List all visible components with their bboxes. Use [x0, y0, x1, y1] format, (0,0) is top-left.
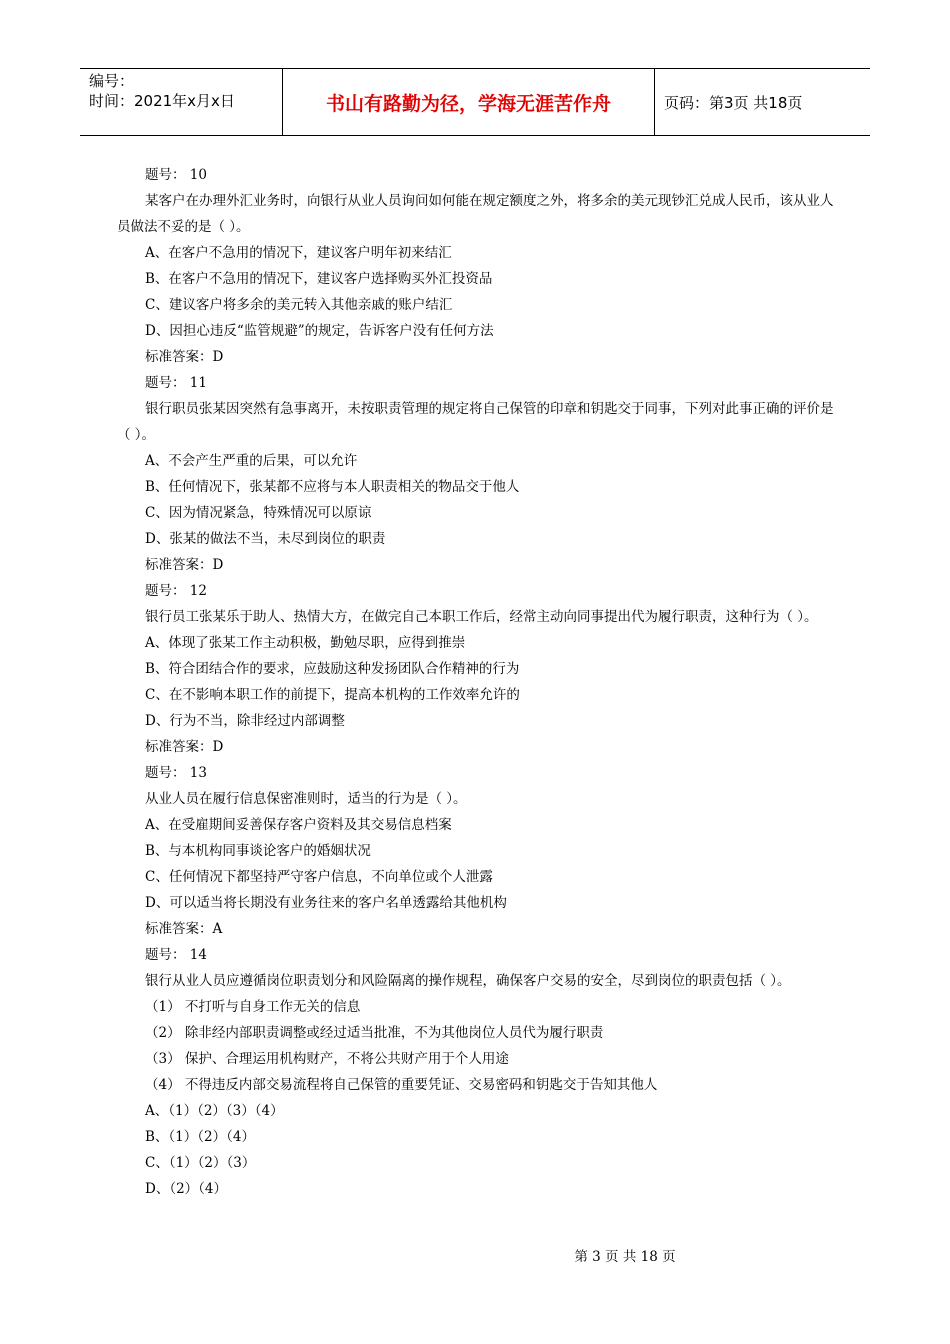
question-number: 题号： 14	[145, 947, 207, 963]
option: A、（1）（2）（3）（4）	[145, 1103, 284, 1119]
question-stem: 某客户在办理外汇业务时，向银行从业人员询问如何能在规定额度之外，将多余的美元现钞汇兑成人民币，该从业人员做法不妥的是（ ）。	[117, 193, 834, 235]
question-number: 题号： 10	[145, 167, 207, 183]
option: A、在客户不急用的情况下，建议客户明年初来结汇	[145, 245, 452, 261]
answer: 标准答案：D	[145, 557, 224, 573]
question-stem: 银行员工张某乐于助人、热情大方，在做完自己本职工作后，经常主动向同事提出代为履行职责，这种行为（ ）。	[145, 609, 818, 625]
option: D、行为不当，除非经过内部调整	[145, 713, 345, 729]
question-stem: 银行从业人员应遵循岗位职责划分和风险隔离的操作规程，确保客户交易的安全，尽到岗位的职责包括（ ）。	[145, 973, 791, 989]
statement: （4） 不得违反内部交易流程将自己保管的重要凭证、交易密码和钥匙交于告知其他人	[145, 1077, 658, 1093]
statement: （3） 保护、合理运用机构财产，不将公共财产用于个人用途	[145, 1051, 509, 1067]
page-footer: 第 3 页 共 18 页	[574, 1249, 676, 1265]
code-label: 编号：	[89, 72, 135, 90]
header-page-info: 页码：第3页 共18页	[664, 93, 803, 112]
question-stem: 从业人员在履行信息保密准则时，适当的行为是（ ）。	[145, 791, 467, 807]
option: D、（2）（4）	[145, 1181, 228, 1197]
statement: （2） 除非经内部职责调整或经过适当批准，不为其他岗位人员代为履行职责	[145, 1025, 604, 1041]
option: D、因担心违反“监管规避”的规定，告诉客户没有任何方法	[145, 323, 494, 339]
option: A、在受雇期间妥善保存客户资料及其交易信息档案	[145, 817, 452, 833]
option: A、不会产生严重的后果，可以允许	[145, 453, 358, 469]
option: D、张某的做法不当，未尽到岗位的职责	[145, 531, 386, 547]
answer: 标准答案：D	[145, 349, 224, 365]
question-number: 题号： 11	[145, 375, 207, 391]
header-meta	[80, 69, 282, 135]
page-header	[80, 68, 870, 136]
option: D、可以适当将长期没有业务往来的客户名单透露给其他机构	[145, 895, 507, 911]
answer: 标准答案：D	[145, 739, 224, 755]
question-number: 题号： 12	[145, 583, 207, 599]
option: C、在不影响本职工作的前提下，提高本机构的工作效率允许的	[145, 687, 520, 703]
option: B、（1）（2）（4）	[145, 1129, 255, 1145]
question-number: 题号： 13	[145, 765, 207, 781]
document-body	[117, 162, 837, 1202]
header-motto: 书山有路勤为径，学海无涯苦作舟	[282, 69, 655, 135]
option: A、体现了张某工作主动积极，勤勉尽职，应得到推崇	[145, 635, 466, 651]
statement: （1） 不打听与自身工作无关的信息	[145, 999, 361, 1015]
option: B、任何情况下，张某都不应将与本人职责相关的物品交于他人	[145, 479, 520, 495]
option: C、（1）（2）（3）	[145, 1155, 256, 1171]
option: B、与本机构同事谈论客户的婚姻状况	[145, 843, 371, 859]
option: B、在客户不急用的情况下，建议客户选择购买外汇投资品	[145, 271, 493, 287]
option: C、任何情况下都坚持严守客户信息，不向单位或个人泄露	[145, 869, 493, 885]
option: C、建议客户将多余的美元转入其他亲戚的账户结汇	[145, 297, 453, 313]
option: C、因为情况紧急，特殊情况可以原谅	[145, 505, 372, 521]
option: B、符合团结合作的要求，应鼓励这种发扬团队合作精神的行为	[145, 661, 520, 677]
time-label: 时间：2021年x月x日	[89, 92, 235, 110]
answer: 标准答案：A	[145, 921, 223, 937]
question-stem: 银行职员张某因突然有急事离开，未按职责管理的规定将自己保管的印章和钥匙交于同事，下列对此事正确的评价是（ ）。	[117, 401, 834, 443]
